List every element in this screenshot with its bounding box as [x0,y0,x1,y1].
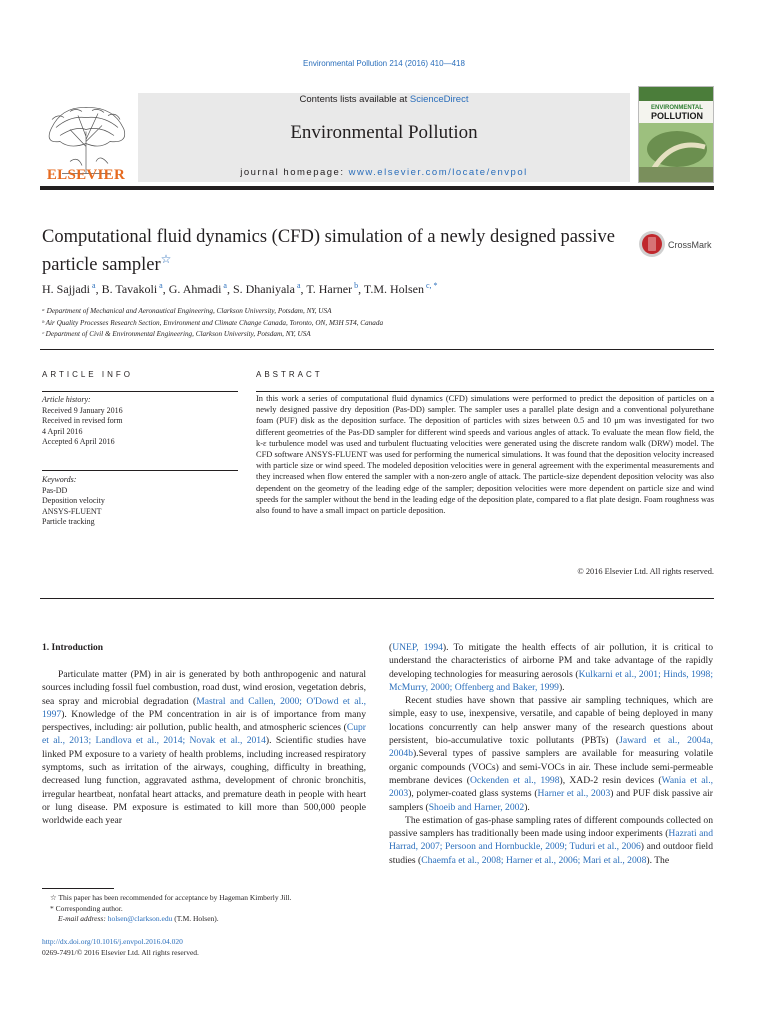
doi-link[interactable]: http://dx.doi.org/10.1016/j.envpol.2016.04.020 [42,937,183,946]
history-item: Received in revised form [42,416,123,425]
affiliation-b: ᵇ Air Quality Processes Research Section, Environment and Climate Change Canada, Toronto, ON, M3H 5T4, Canada [42,318,384,327]
contents-available-line [138,94,630,105]
email-label: E-mail address: [58,914,108,923]
article-title-text: Computational fluid dynamics (CFD) simulation of a newly designed passive particle sampler [42,227,615,276]
cover-title-line2: POLLUTION [651,111,703,121]
intro-paragraph-1-continued [389,641,713,694]
paragraph-text: ).Several types of passive samplers are available for measuring volatile organic compounds (VOCs) and semi-VOCs in air. These include semi-permeable membrane devices ( [389,748,713,786]
citation-link[interactable]: UNEP, 1994 [392,642,443,653]
citation-link[interactable]: Wania et al., 2003 [389,774,714,800]
journal-title: Environmental Pollution [290,122,478,143]
paragraph-text: ). To mitigate the health effects of air pollution, it is critical to understand the characteristics of airborne PM and take advantage of the rapidly developing technologies for measuring aerosols ( [389,642,713,680]
contents-prefix: Contents lists available at [299,94,410,105]
author-name: T. Harner [306,282,353,296]
author-name: B. Tavakoli [101,282,158,296]
title-footnote-mark[interactable]: ☆ [160,252,172,266]
history-item: Accepted 6 April 2016 [42,437,115,446]
author-affiliation-mark[interactable]: a [157,281,163,290]
cover-image [639,87,714,183]
paragraph-text: ) and PUF disk passive air samplers ( [389,788,713,813]
abstract-copyright: © 2016 Elsevier Ltd. All rights reserved. [577,567,714,576]
homepage-prefix: journal homepage: [240,167,349,178]
paragraph-text: ( [389,642,393,653]
keyword-item: Pas-DD [42,485,68,495]
citation-link[interactable]: Ockenden et al., 1998 [469,774,560,786]
author-name: S. Dhaniyala [232,282,295,296]
author-affiliation-mark[interactable]: c, * [423,281,438,290]
footnotes [42,893,366,925]
intro-paragraph-3 [389,814,713,867]
body-column-right [389,641,713,867]
paragraph-text: ), XAD-2 resin devices ( [559,774,662,786]
intro-paragraph-1 [42,668,366,828]
paragraph-text: ). [524,801,530,813]
abstract-heading: ABSTRACT [256,370,323,379]
footnote-rule [42,888,114,889]
author-affiliation-mark[interactable]: a [294,281,301,290]
keywords-rule [42,470,238,471]
author-separator: , [95,282,102,296]
paragraph-text: ). [558,681,565,693]
cover-title-line1: ENVIRONMENTAL [651,105,703,111]
keywords-label: Keywords: [42,475,77,484]
author-name: G. Ahmadi [168,282,222,296]
author-name: H. Sajjadi [42,282,90,296]
body-column-left [42,668,366,828]
introduction-heading: 1. Introduction [42,643,104,653]
citation-link[interactable]: Cupr et al., 2013; Landlova et al., 2014; Novak et al., 2014 [42,722,366,747]
paragraph-text: The estimation of gas-phase sampling rates of different compounds collected on passive samplers has traditionally been made using indoor experiments ( [389,814,713,840]
elsevier-logo-text: ELSEVIER [46,167,126,183]
citation-link[interactable]: Hazrati and Harrad, 2007; Persoon and Hornbuckle, 2009; Tuduri et al., 2006 [389,828,713,853]
header-rule [40,186,714,190]
affiliations [42,306,712,341]
footnote-corresponding: * Corresponding author. [50,903,123,913]
citation-link[interactable]: Chaemfa et al., 2008; Harner et al., 2006; Mari et al., 2008 [421,854,647,866]
paragraph-text: ). Scientific studies have linked PM exposure to a variety of health problems, including increased respiratory symptoms, such as irritation of the airways, coughing, difficulty in breathing, decreased lung function, aggravated asthma, development of chronic bronchitis, irregular heartbeat, nonfatal heart attacks, and premature death in people with heart or lung disease. PM exposure is estimated to kill more than 500,000 people worldwide each year [42,735,367,827]
paragraph-text: ), polymer-coated glass systems ( [408,788,538,800]
affiliation-c: ᶜ Department of Civil & Environmental Engineering, Clarkson University, Potsdam, NY, USA [42,330,311,338]
journal-citation-link[interactable]: Environmental Pollution 214 (2016) 410—418 [303,59,465,68]
keyword-item: ANSYS-FLUENT [42,506,102,516]
paragraph-text: Recent studies have shown that passive air sampling techniques, which are simple, easy to use, inexpensive, versatile, and capable of being deployed in many locations concurrently can help answer many of the research questions about persistent, bio-accumulative toxic pollutants (PBTs) ( [389,695,713,747]
author-affiliation-mark[interactable]: a [221,281,227,290]
footnote-recommendation: ☆ This paper has been recommended for acceptance by Hageman Kimberly Jill. [50,893,292,902]
author-separator: , [300,282,307,296]
email-link[interactable]: holsen@clarkson.edu [107,914,173,923]
article-title [42,226,632,276]
article-info-rule [42,391,238,392]
paragraph-text: Particulate matter (PM) in air is generated by both anthropogenic and natural sources including fossil fuel combustion, road dust, wind erosion, vegetation debris, sea spray and microbial degradation ( [42,669,366,707]
intro-paragraph-2 [389,694,713,814]
history-label: Article history: [42,395,91,404]
history-item: Received 9 January 2016 [42,405,123,415]
keyword-item: Particle tracking [42,517,95,526]
author-separator: , [226,282,233,296]
footnote-email [42,914,366,925]
paragraph-text: ). The [646,854,670,866]
keywords-block [42,475,238,528]
author-list [42,281,712,297]
author-affiliation-mark[interactable]: a [90,281,96,290]
abstract-text: In this work a series of computational fluid dynamics (CFD) simulations were performed to predict the deposition of particles on a newly designed passive dry deposition (Pas-DD) sampler. The sampler uses a parallel plate design and a conventional polyurethane foam (PUF) disk as the deposition surface. The deposition of particles with sizes between 0.5 and 10 μm was investigated for two different geometries of the Pas-DD sampler for different wind speeds and various angles of attack. To evaluate the mean flow field, the k-ε turbulence model was used and turbulent fluctuating velocities were generated using the discrete random walk (DRW) model. The CFD software ANSYS-FLUENT was used for performing the numerical simulations. It was found that the deposition velocity increased with particle size or wind speed. The modeled deposition velocities were in general agreement with the experimental measurements and they increased when flow entered the sampler with a non-zero angle of attack. The particle-size dependent deposition velocity was also dependent on the geometry of the leading edge of the sampler; deposition velocities were more dependent on particle size and wind speeds for the sampler without the bend in the leading edge of the deposition plate, compared to a flat plate design. Foam roughness was also found to have a small impact on particle deposition. [256,394,714,516]
journal-cover-thumbnail[interactable] [638,86,714,183]
paragraph-text: ) and outdoor field studies ( [389,841,713,866]
body-rule [40,598,714,599]
crossmark-badge[interactable] [638,230,718,258]
citation-link[interactable]: Shoeib and Harner, 2002 [428,801,525,813]
citation-link[interactable]: Jaward et al., 2004a, 2004b [389,735,713,760]
author-name: T.M. Holsen [363,282,424,296]
author-affiliation-mark[interactable]: b [352,281,359,290]
author-separator: , [162,282,169,296]
affiliation-a: ᵃ Department of Mechanical and Aeronautical Engineering, Clarkson University, Potsdam, NY, USA [42,307,332,315]
issn-copyright: 0269-7491/© 2016 Elsevier Ltd. All rights reserved. [42,948,199,957]
citation-link[interactable]: Kulkarni et al., 2001; Hinds, 1998; McMurry, 2000; Offenberg and Baker, 1999 [389,668,713,693]
history-item: 4 April 2016 [42,426,83,436]
homepage-link[interactable]: www.elsevier.com/locate/envpol [348,167,528,178]
article-info-heading: ARTICLE INFO [42,370,133,379]
sciencedirect-link[interactable]: ScienceDirect [409,94,469,105]
abstract-rule [256,391,714,392]
paragraph-text: ). Knowledge of the PM concentration in air is of importance from many perspectives, including: air pollution, public health, and atmospheric sciences ( [42,708,366,734]
article-history [42,395,238,448]
section-rule [40,349,714,350]
author-separator: , [358,282,364,296]
citation-link[interactable]: Harner et al., 2003 [537,788,611,800]
crossmark-label: CrossMark [668,240,712,250]
journal-homepage-line [138,167,630,178]
citation-link[interactable]: Mastral and Callen, 2000; O'Dowd et al., 1997 [42,695,366,720]
keyword-item: Deposition velocity [42,496,105,505]
email-suffix: (T.M. Holsen). [172,914,219,923]
